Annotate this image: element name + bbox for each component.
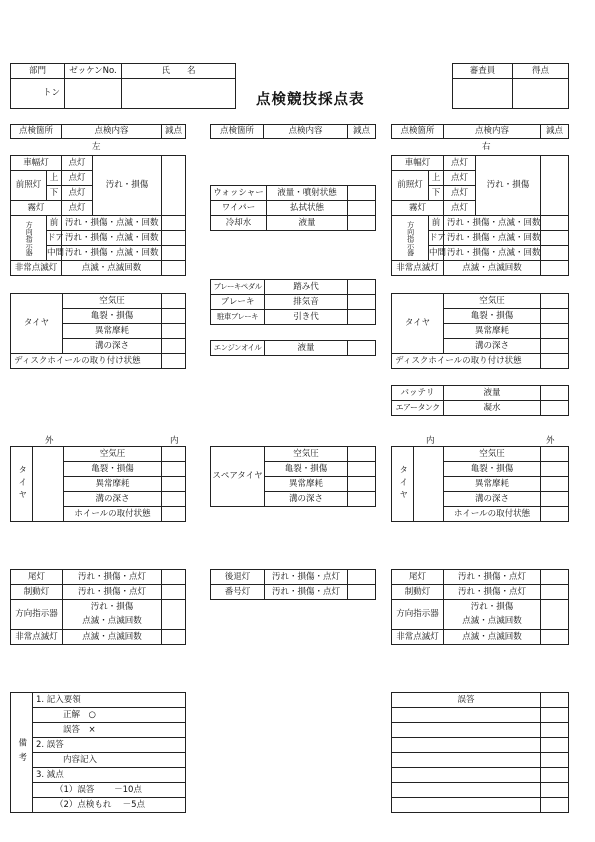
turn-signal-vertical xyxy=(11,216,47,261)
error-deduction[interactable] xyxy=(541,753,569,768)
deduction-cell[interactable] xyxy=(541,401,569,416)
right-column-header xyxy=(391,124,569,139)
engine-oil-label: エンジンオイル xyxy=(211,341,265,356)
location-header: 点検箇所 xyxy=(211,125,264,139)
turn-content-2: 点滅・点滅回数 xyxy=(82,616,142,626)
deduction-cell[interactable] xyxy=(348,201,376,216)
headlight: 前照灯 xyxy=(392,171,429,201)
error-entry[interactable] xyxy=(392,723,541,738)
blank-cell xyxy=(33,447,64,522)
air-pressure: 空気圧 xyxy=(444,294,541,309)
cracks: 亀裂・損傷 xyxy=(64,462,162,477)
deduction-cell[interactable] xyxy=(162,354,186,369)
air-tank-label: エアータンク xyxy=(392,401,444,416)
deduction-cell[interactable] xyxy=(162,492,186,507)
wheel-mount: ホイールの取付状態 xyxy=(444,507,541,522)
lit-label: 点灯 xyxy=(444,201,476,216)
deduction-cell[interactable] xyxy=(162,156,186,216)
left-column-header xyxy=(10,124,186,139)
content-header: 点検内容 xyxy=(62,125,162,139)
deduction-cell[interactable] xyxy=(162,570,186,585)
turn-signal-text: 方向指示器 xyxy=(25,220,34,256)
battery-label: バッテリ xyxy=(392,386,444,401)
center-rear-lamp-table xyxy=(210,569,376,600)
location-header: 点検箇所 xyxy=(392,125,444,139)
deduction-cell[interactable] xyxy=(541,354,569,369)
abnormal-wear: 異常摩耗 xyxy=(444,477,541,492)
outer-label-right: 外 xyxy=(546,436,555,446)
center-fluid-table xyxy=(210,185,376,231)
fog-lamp: 霧灯 xyxy=(392,201,444,216)
washer-content: 液量・噴射状態 xyxy=(267,186,348,201)
air-pressure: 空気圧 xyxy=(265,447,348,462)
deduction-cell[interactable] xyxy=(162,261,186,276)
groove-depth: 溝の深さ xyxy=(63,339,162,354)
deduction-cell[interactable] xyxy=(162,585,186,600)
deduction-cell[interactable] xyxy=(162,462,186,477)
inner-label-left: 内 xyxy=(170,436,179,446)
hazard-lamp: 非常点滅灯 xyxy=(11,261,62,276)
cracks: 亀裂・損傷 xyxy=(63,309,162,324)
side-right-label: 右 xyxy=(482,142,491,152)
tire-vertical-text: タイヤ xyxy=(16,465,27,503)
lit-label: 点灯 xyxy=(62,171,93,186)
lit-label: 点灯 xyxy=(62,156,93,171)
remarks-content-entry: 内容記入 xyxy=(33,753,186,768)
right-rear-tire-table xyxy=(391,446,569,522)
air-tank-content: 凝水 xyxy=(444,401,541,416)
deduction-cell[interactable] xyxy=(541,231,569,246)
turn-signal: 方向指示器 xyxy=(392,600,444,630)
deduction-cell[interactable] xyxy=(541,462,569,477)
air-pressure: 空気圧 xyxy=(64,447,162,462)
deduction-cell[interactable] xyxy=(541,585,569,600)
fog-lamp: 霧灯 xyxy=(11,201,62,216)
right-lamp-table xyxy=(391,155,569,276)
turn-content xyxy=(63,600,162,630)
battery-table xyxy=(391,385,569,416)
disc-wheel: ディスクホイールの取り付け状態 xyxy=(11,354,162,369)
center-oil-table xyxy=(210,340,376,356)
hazard-lamp: 非常点滅灯 xyxy=(392,261,444,276)
left-lamp-table xyxy=(10,155,186,276)
blink-count: 点滅・点滅回数 xyxy=(444,261,541,276)
lit-label: 点灯 xyxy=(62,201,93,216)
front-label: 前 xyxy=(429,216,444,231)
lit-label: 点灯 xyxy=(444,186,476,201)
pedal-content: 踏み代 xyxy=(265,280,348,295)
dirt-blink: 汚れ・損傷・点滅・回数 xyxy=(444,216,541,231)
left-rear-tire-table xyxy=(10,446,186,522)
deduction-cell[interactable] xyxy=(162,231,186,246)
deduction-cell[interactable] xyxy=(348,585,376,600)
deduction-cell[interactable] xyxy=(348,447,376,462)
error-deduction[interactable] xyxy=(541,768,569,783)
upper-label: 上 xyxy=(429,171,444,186)
brake-lamp: 制動灯 xyxy=(11,585,63,600)
remarks-correct: 正解 ○ xyxy=(33,708,186,723)
abnormal-wear: 異常摩耗 xyxy=(265,477,348,492)
remarks-sub-2: （2）点検もれ －5点 xyxy=(33,798,186,813)
deduction-cell[interactable] xyxy=(541,492,569,507)
bib-label: ゼッケンNo. xyxy=(65,64,122,79)
parking-brake-label: 駐車ブレーキ xyxy=(211,310,265,325)
brake-lamp-content: 汚れ・損傷・点灯 xyxy=(63,585,162,600)
air-pressure: 空気圧 xyxy=(444,447,541,462)
error-deduction[interactable] xyxy=(541,723,569,738)
deduction-cell[interactable] xyxy=(541,339,569,354)
remarks-item-3: 3. 減点 xyxy=(33,768,186,783)
wheel-mount: ホイールの取付状態 xyxy=(64,507,162,522)
turn-signal-vertical xyxy=(392,216,429,261)
left-rear-lamp-table xyxy=(10,569,186,645)
deduction-cell[interactable] xyxy=(348,216,376,231)
deduction-cell[interactable] xyxy=(162,600,186,630)
deduction-cell[interactable] xyxy=(541,507,569,522)
name-value[interactable] xyxy=(122,79,236,109)
deduction-cell[interactable] xyxy=(348,186,376,201)
disc-wheel: ディスクホイールの取り付け状態 xyxy=(392,354,541,369)
error-entry[interactable] xyxy=(392,708,541,723)
blink-count: 点滅・点滅回数 xyxy=(62,261,162,276)
deduction-cell[interactable] xyxy=(541,156,569,216)
left-front-tire-table xyxy=(10,293,186,369)
tail-content: 汚れ・損傷・点灯 xyxy=(444,570,541,585)
deduction-cell[interactable] xyxy=(162,630,186,645)
groove-depth: 溝の深さ xyxy=(265,492,348,507)
turn-content-2: 点滅・点滅回数 xyxy=(462,616,522,626)
hazard-content: 点滅・点滅回数 xyxy=(444,630,541,645)
deduction-cell[interactable] xyxy=(162,507,186,522)
dirt-blink: 汚れ・損傷・点滅・回数 xyxy=(444,231,541,246)
deduction-cell[interactable] xyxy=(541,246,569,261)
content-header: 点検内容 xyxy=(264,125,348,139)
abnormal-wear: 異常摩耗 xyxy=(444,324,541,339)
tire-vertical-label xyxy=(11,447,33,522)
middle-label: 中間 xyxy=(429,246,444,261)
tire-label: タイヤ xyxy=(392,294,444,354)
remarks-wrong: 誤答 × xyxy=(33,723,186,738)
deduction-cell[interactable] xyxy=(162,339,186,354)
lower-label: 下 xyxy=(429,186,444,201)
remarks-label-cell xyxy=(11,693,33,813)
groove-depth: 溝の深さ xyxy=(444,339,541,354)
deduction-cell[interactable] xyxy=(541,477,569,492)
lower-label: 下 xyxy=(47,186,62,201)
deduction-header: 減点 xyxy=(541,125,569,139)
headlight: 前照灯 xyxy=(11,171,47,201)
deduction-cell[interactable] xyxy=(541,261,569,276)
washer-label: ウォッシャー xyxy=(211,186,267,201)
errors-table xyxy=(391,692,569,813)
lit-label: 点灯 xyxy=(444,171,476,186)
error-entry[interactable] xyxy=(392,753,541,768)
wiper-label: ワイパー xyxy=(211,201,267,216)
deduction-cell[interactable] xyxy=(541,216,569,231)
middle-label: 中間 xyxy=(47,246,62,261)
deduction-cell[interactable] xyxy=(348,570,376,585)
inner-label-right: 内 xyxy=(426,436,435,446)
dirt-blink: 汚れ・損傷・点滅・回数 xyxy=(62,246,162,261)
bib-value[interactable] xyxy=(65,79,122,109)
score-label: 得点 xyxy=(513,64,569,79)
dept-value[interactable]: トン xyxy=(11,79,65,109)
deduction-cell[interactable] xyxy=(348,295,376,310)
judge-label: 審査員 xyxy=(453,64,513,79)
center-brake-table xyxy=(210,279,376,325)
spare-tire-table xyxy=(210,446,376,507)
tail-lamp: 尾灯 xyxy=(392,570,444,585)
error-entry[interactable] xyxy=(392,798,541,813)
deduction-cell[interactable] xyxy=(162,294,186,309)
hazard-content: 点滅・点滅回数 xyxy=(63,630,162,645)
deduction-cell[interactable] xyxy=(541,309,569,324)
deduction-cell[interactable] xyxy=(541,600,569,630)
deduction-cell[interactable] xyxy=(541,630,569,645)
dirt-blink: 汚れ・損傷・点滅・回数 xyxy=(444,246,541,261)
deduction-cell[interactable] xyxy=(348,462,376,477)
hazard-lamp: 非常点滅灯 xyxy=(11,630,63,645)
center-column-header xyxy=(210,124,376,139)
groove-depth: 溝の深さ xyxy=(64,492,162,507)
upper-label: 上 xyxy=(47,171,62,186)
dept-label: 部門 xyxy=(11,64,65,79)
brake-lamp-content: 汚れ・損傷・点灯 xyxy=(444,585,541,600)
coolant-label: 冷却水 xyxy=(211,216,267,231)
error-entry[interactable] xyxy=(392,738,541,753)
error-deduction[interactable] xyxy=(541,708,569,723)
location-header: 点検箇所 xyxy=(11,125,62,139)
tail-content: 汚れ・損傷・点灯 xyxy=(63,570,162,585)
wiper-content: 払拭状態 xyxy=(267,201,348,216)
deduction-cell[interactable] xyxy=(162,216,186,231)
deduction-cell[interactable] xyxy=(348,492,376,507)
dirt-blink: 汚れ・損傷・点滅・回数 xyxy=(62,231,162,246)
error-entry[interactable] xyxy=(392,768,541,783)
side-left-label: 左 xyxy=(92,142,101,152)
page-title: 点検競技採点表 xyxy=(256,92,365,108)
turn-content-1: 汚れ・損傷 xyxy=(470,601,514,612)
groove-depth: 溝の深さ xyxy=(444,492,541,507)
error-entry[interactable] xyxy=(392,783,541,798)
judge-value[interactable] xyxy=(453,79,513,109)
tail-lamp: 尾灯 xyxy=(11,570,63,585)
turn-signal: 方向指示器 xyxy=(11,600,63,630)
remarks-item-1: 1. 記入要領 xyxy=(33,693,186,708)
cracks: 亀裂・損傷 xyxy=(265,462,348,477)
remarks-table xyxy=(10,692,186,813)
abnormal-wear: 異常摩耗 xyxy=(64,477,162,492)
remarks-item-2: 2. 誤答 xyxy=(33,738,186,753)
brake-lamp: 制動灯 xyxy=(392,585,444,600)
error-deduction[interactable] xyxy=(541,783,569,798)
door-label: ドア xyxy=(429,231,444,246)
tire-vertical-text: タイヤ xyxy=(397,465,408,503)
coolant-content: 液量 xyxy=(267,216,348,231)
error-deduction[interactable] xyxy=(541,798,569,813)
dirt-damage: 汚れ・損傷 xyxy=(93,156,162,216)
front-label: 前 xyxy=(47,216,62,231)
air-pressure: 空気圧 xyxy=(63,294,162,309)
abnormal-wear: 異常摩耗 xyxy=(63,324,162,339)
name-label: 氏 名 xyxy=(122,64,236,79)
brake-label: ブレーキ xyxy=(211,295,265,310)
plate-lamp: 番号灯 xyxy=(211,585,265,600)
turn-content-1: 汚れ・損傷 xyxy=(90,601,134,612)
content-header: 点検内容 xyxy=(444,125,541,139)
deduction-cell[interactable] xyxy=(162,246,186,261)
battery-content: 液量 xyxy=(444,386,541,401)
turn-signal-text: 方向指示器 xyxy=(406,220,415,256)
deduction-cell[interactable] xyxy=(541,294,569,309)
outer-label-left: 外 xyxy=(45,436,54,446)
deduction-cell[interactable] xyxy=(541,570,569,585)
cracks: 亀裂・損傷 xyxy=(444,309,541,324)
vehicle-width-lamp: 車幅灯 xyxy=(392,156,444,171)
deduction-cell[interactable] xyxy=(541,324,569,339)
reverse-content: 汚れ・損傷・点灯 xyxy=(265,570,348,585)
blank-cell xyxy=(414,447,444,522)
score-value[interactable] xyxy=(513,79,569,109)
right-rear-lamp-table xyxy=(391,569,569,645)
oil-content: 液量 xyxy=(265,341,348,356)
deduction-header: 減点 xyxy=(162,125,186,139)
deduction-cell[interactable] xyxy=(348,477,376,492)
turn-content xyxy=(444,600,541,630)
tire-vertical-label xyxy=(392,447,414,522)
errors-header-blank xyxy=(541,693,569,708)
deduction-header: 減点 xyxy=(348,125,376,139)
deduction-cell[interactable] xyxy=(348,310,376,325)
error-deduction[interactable] xyxy=(541,738,569,753)
deduction-cell[interactable] xyxy=(162,447,186,462)
cracks: 亀裂・損傷 xyxy=(444,462,541,477)
parking-content: 引き代 xyxy=(265,310,348,325)
brake-content: 排気音 xyxy=(265,295,348,310)
deduction-cell[interactable] xyxy=(541,447,569,462)
lit-label: 点灯 xyxy=(444,156,476,171)
brake-pedal-label: ブレーキペダル xyxy=(211,280,265,295)
header-left-table xyxy=(10,63,236,109)
deduction-cell[interactable] xyxy=(348,280,376,295)
deduction-cell[interactable] xyxy=(162,309,186,324)
plate-content: 汚れ・損傷・点灯 xyxy=(265,585,348,600)
remarks-label: 備考 xyxy=(16,738,27,767)
vehicle-width-lamp: 車幅灯 xyxy=(11,156,62,171)
right-front-tire-table xyxy=(391,293,569,369)
reverse-lamp: 後退灯 xyxy=(211,570,265,585)
deduction-cell[interactable] xyxy=(162,324,186,339)
hazard-lamp: 非常点滅灯 xyxy=(392,630,444,645)
errors-label: 誤答 xyxy=(392,693,541,708)
dirt-blink: 汚れ・損傷・点滅・回数 xyxy=(62,216,162,231)
deduction-cell[interactable] xyxy=(541,386,569,401)
remarks-sub-1: （1）誤答 －10点 xyxy=(33,783,186,798)
deduction-cell[interactable] xyxy=(348,341,376,356)
door-label: ドア xyxy=(47,231,62,246)
header-right-table xyxy=(452,63,569,109)
tire-label: タイヤ xyxy=(11,294,63,354)
lit-label: 点灯 xyxy=(62,186,93,201)
deduction-cell[interactable] xyxy=(162,477,186,492)
dirt-damage: 汚れ・損傷 xyxy=(476,156,541,216)
spare-tire-label: スペアタイヤ xyxy=(211,447,265,507)
